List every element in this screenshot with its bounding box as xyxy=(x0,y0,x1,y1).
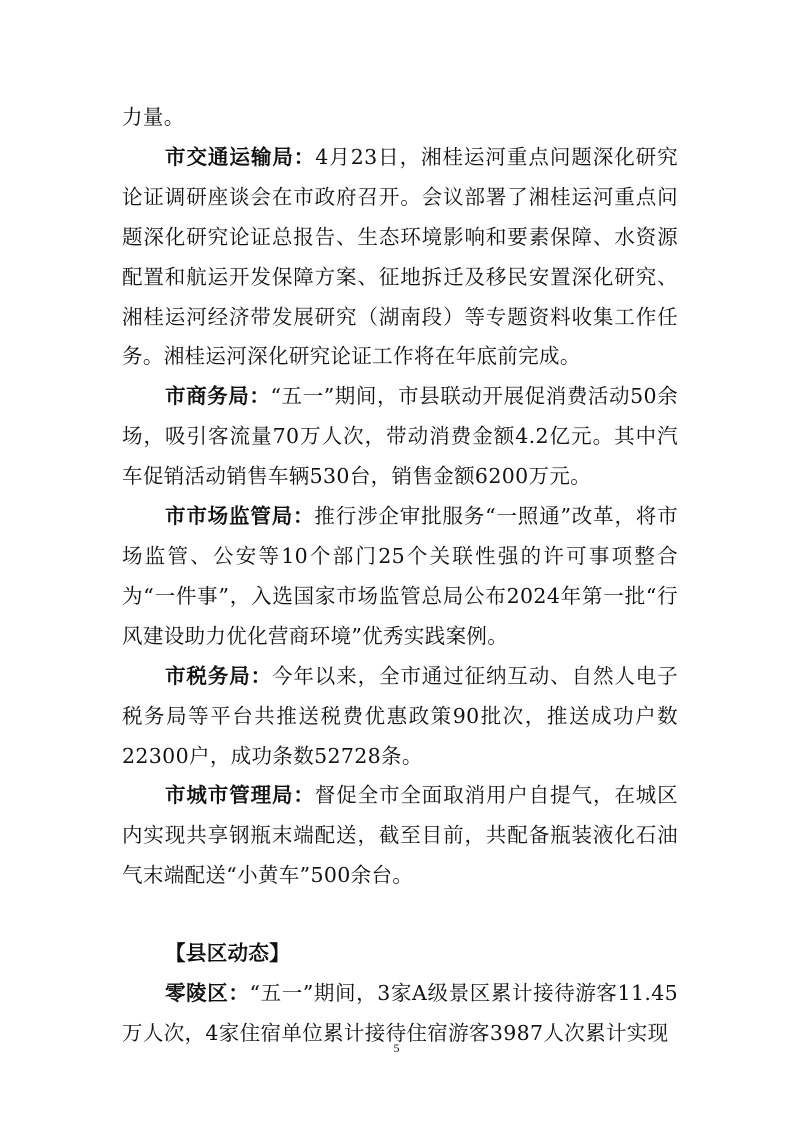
paragraph-transport-bureau xyxy=(122,138,678,377)
page-number: 5 xyxy=(393,1041,400,1055)
paragraph-tax-bureau xyxy=(122,657,678,777)
paragraph-text: 4月23日，湘桂运河重点问题深化研究论证调研座谈会在市政府召开。会议部署了湘桂运河重点问题深化研究论证总报告、生态环境影响和要素保障、水资源配置和航运开发保障方案、征地拆迁及移民安置深化研究、湘桂运河经济带发展研究（湖南段）等专题资料收集工作任务。湘桂运河深化研究论证工作将在年底前完成。 xyxy=(122,144,678,369)
paragraph-text: “五一”期间，3家A级景区累计接待游客11.45万人次，4家住宿单位累计接待住宿游客3987人次累计实现 xyxy=(122,981,678,1045)
paragraph-lead: 市税务局： xyxy=(165,663,272,688)
document-body xyxy=(122,98,678,1054)
paragraph-continuation xyxy=(122,98,678,138)
section-heading: 【县区动态】 xyxy=(165,941,291,966)
paragraph-lead: 市市场监管局： xyxy=(165,504,315,529)
paragraph-market-regulation-bureau xyxy=(122,497,678,657)
paragraph-commerce-bureau xyxy=(122,377,678,497)
paragraph-text: “五一”期间，市县联动开展促消费活动50余场，吸引客流量70万人次，带动消费金额4.2亿元。其中汽车促销活动销售车辆530台，销售金额6200万元。 xyxy=(122,384,678,489)
paragraph-urban-management-bureau xyxy=(122,776,678,896)
paragraph-lead: 市交通运输局： xyxy=(165,144,316,169)
paragraph-text: 今年以来，全市通过征纳互动、自然人电子税务局等平台共推送税费优惠政策90批次，推送成功户数22300户，成功条数52728条。 xyxy=(122,663,679,768)
paragraph-lead: 市商务局： xyxy=(165,384,271,409)
section-spacer xyxy=(122,896,678,934)
paragraph-lead: 零陵区： xyxy=(165,981,250,1006)
paragraph-text: 督促全市全面取消用户自提气，在城区内实现共享钢瓶末端配送，截至目前，共配备瓶装液化石油气末端配送“小黄车”500余台。 xyxy=(122,783,679,888)
paragraph-text: 力量。 xyxy=(122,105,185,129)
paragraph-text: 推行涉企审批服务“一照通”改革，将市场监管、公安等10个部门25个关联性强的许可事项整合为“一件事”，入选国家市场监管总局公布2024年第一批“行风建设助力优化营商环境”优秀实践案例。 xyxy=(122,504,678,648)
paragraph-lead: 市城市管理局： xyxy=(165,783,315,808)
